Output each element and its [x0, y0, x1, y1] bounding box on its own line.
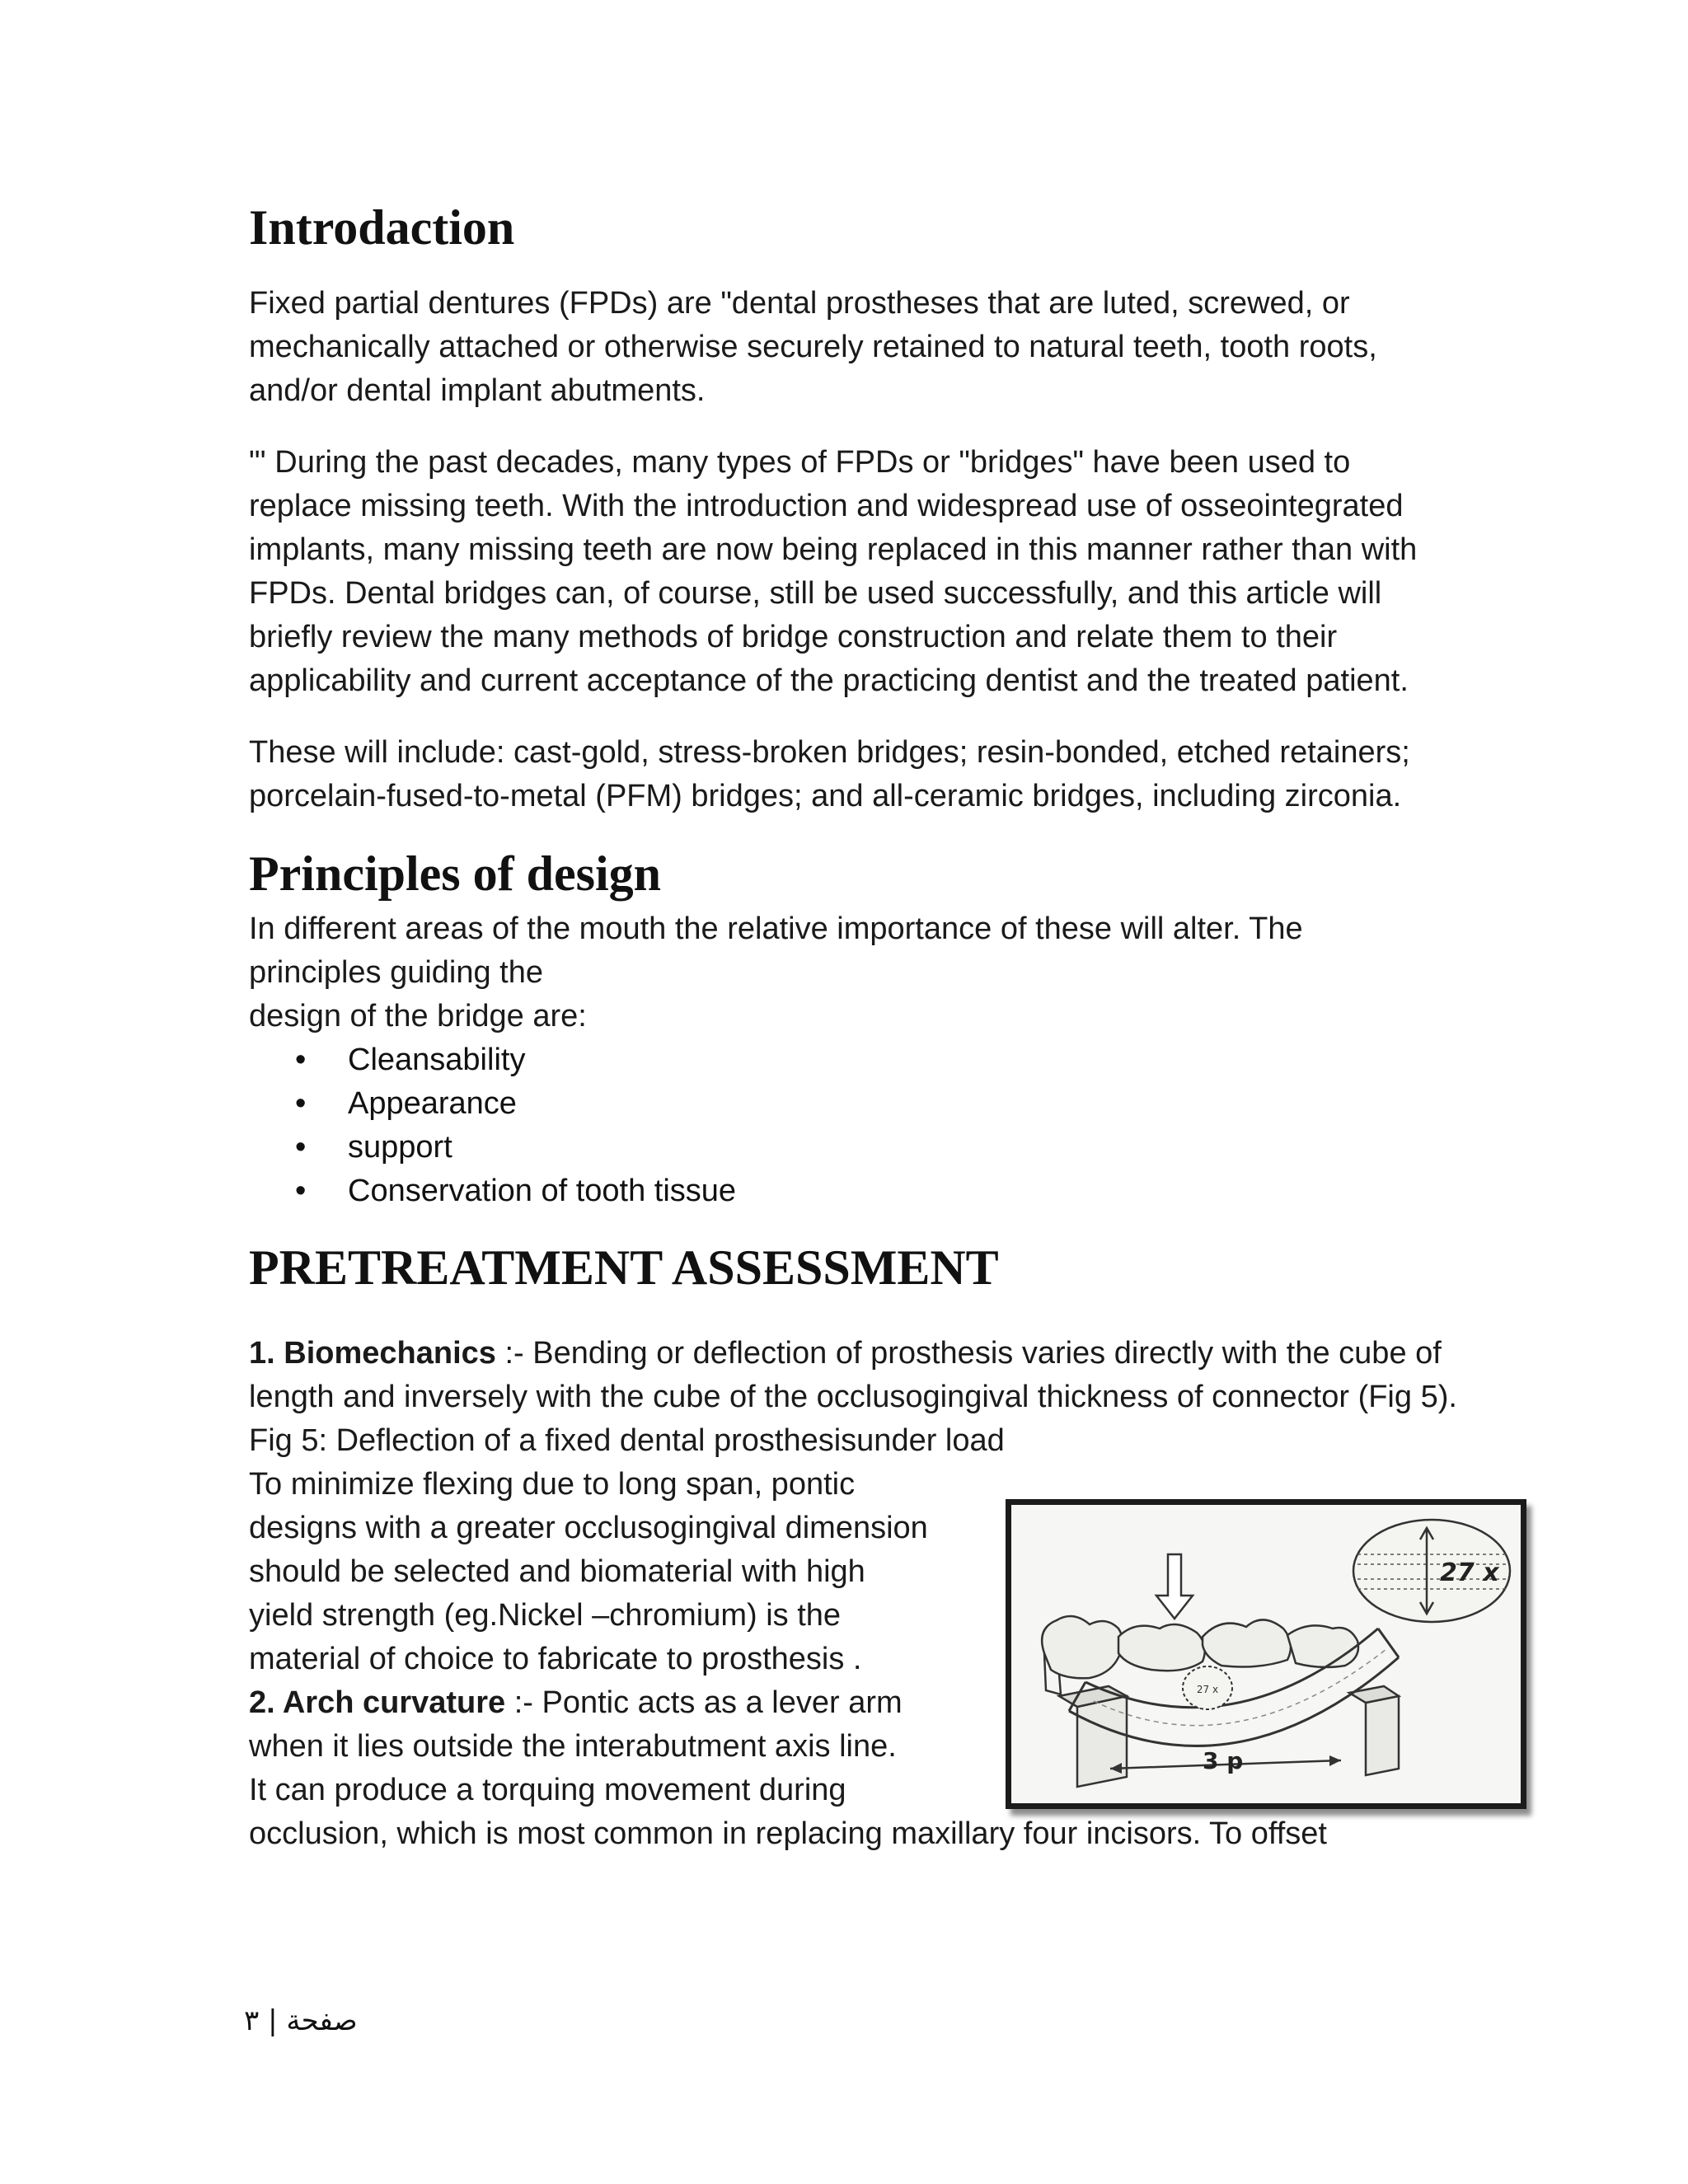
wrap-line: To minimize flexing due to long span, pontic	[249, 1467, 856, 1502]
arch-curvature-text: :- Pontic acts as a lever arm	[505, 1685, 903, 1720]
list-item	[249, 1169, 1461, 1213]
arch-curvature-label: 2. Arch curvature	[249, 1685, 506, 1720]
span-label: 3 p	[1203, 1747, 1244, 1774]
bullet-icon: •	[295, 1043, 307, 1077]
bullet-icon: •	[295, 1174, 307, 1208]
list-item-text: Cleansability	[348, 1043, 526, 1077]
list-item	[249, 1038, 1461, 1082]
wrap-line: It can produce a torquing movement during	[249, 1773, 846, 1807]
biomechanics-paragraph	[249, 1332, 1461, 1463]
small-inset-label: 27 x	[1196, 1684, 1219, 1695]
wrap-line: material of choice to fabricate to prosthesis .	[249, 1642, 862, 1676]
list-item-text: Appearance	[348, 1086, 517, 1121]
intro-paragraph-1: Fixed partial dentures (FPDs) are "dental prostheses that are luted, screwed, or mechanically attached or otherwise securely retained to natural teeth, tooth roots, and/or dental implant abutments.	[249, 286, 1377, 408]
intro-paragraph-2: "' During the past decades, many types of FPDs or "bridges" have been used to replace missing teeth. With the introduction and widespread use of osseointegrated implants, many missing teeth are now being replaced in this manner rather than with FPDs. Dental bridges can, of course, still be used successfully, and this article will briefly review the many methods of bridge construction and relate them to their applicability and current acceptance of the practicing dentist and the treated patient.	[249, 445, 1418, 698]
bullet-icon: •	[295, 1130, 307, 1165]
page-footer: صفحة | ٣	[244, 2004, 358, 2037]
wrap-line: should be selected and biomaterial with high	[249, 1554, 865, 1589]
introduction-heading: Introdaction	[249, 200, 515, 255]
bridge-deflection-figure	[1006, 1499, 1526, 1809]
bullet-icon: •	[295, 1086, 307, 1121]
bridge-deflection-illustration	[1011, 1505, 1521, 1803]
text-with-figure	[249, 1463, 1499, 1856]
principles-line-1: In different areas of the mouth the relative importance of these will alter. The	[249, 912, 1303, 946]
list-item	[249, 1126, 1461, 1169]
intro-paragraph-3: These will include: cast-gold, stress-broken bridges; resin-bonded, etched retainers; porcelain-fused-to-metal (PFM) bridges; and all-ceramic bridges, including zirconia.	[249, 735, 1410, 813]
inset-label: 27 x	[1440, 1558, 1499, 1587]
list-item	[249, 1082, 1461, 1126]
principles-line-2: principles guiding the	[249, 955, 544, 990]
wrap-line: when it lies outside the interabutment axis line.	[249, 1729, 897, 1764]
principles-list	[249, 1038, 1461, 1213]
wrap-line: yield strength (eg.Nickel –chromium) is the	[249, 1598, 842, 1633]
page-content	[249, 198, 1499, 1856]
principles-line-3: design of the bridge are:	[249, 999, 587, 1033]
principles-heading: Principles of design	[249, 846, 662, 901]
wrap-line: designs with a greater occlusogingival dimension	[249, 1511, 928, 1545]
list-item-text: support	[348, 1130, 452, 1165]
final-line: occlusion, which is most common in replacing maxillary four incisors. To offset	[249, 1816, 1327, 1851]
biomechanics-label: 1. Biomechanics	[249, 1336, 496, 1371]
list-item-text: Conservation of tooth tissue	[348, 1174, 737, 1208]
pretreatment-heading: PRETREATMENT ASSESSMENT	[249, 1240, 999, 1295]
biomechanics-text: :- Bending or deflection of prosthesis varies directly with the cube of length and inversely with the cube of the occlusogingival thickness of connector (Fig 5). Fig 5: Deflection of a fixed dental prosthesisunder load	[249, 1336, 1457, 1458]
